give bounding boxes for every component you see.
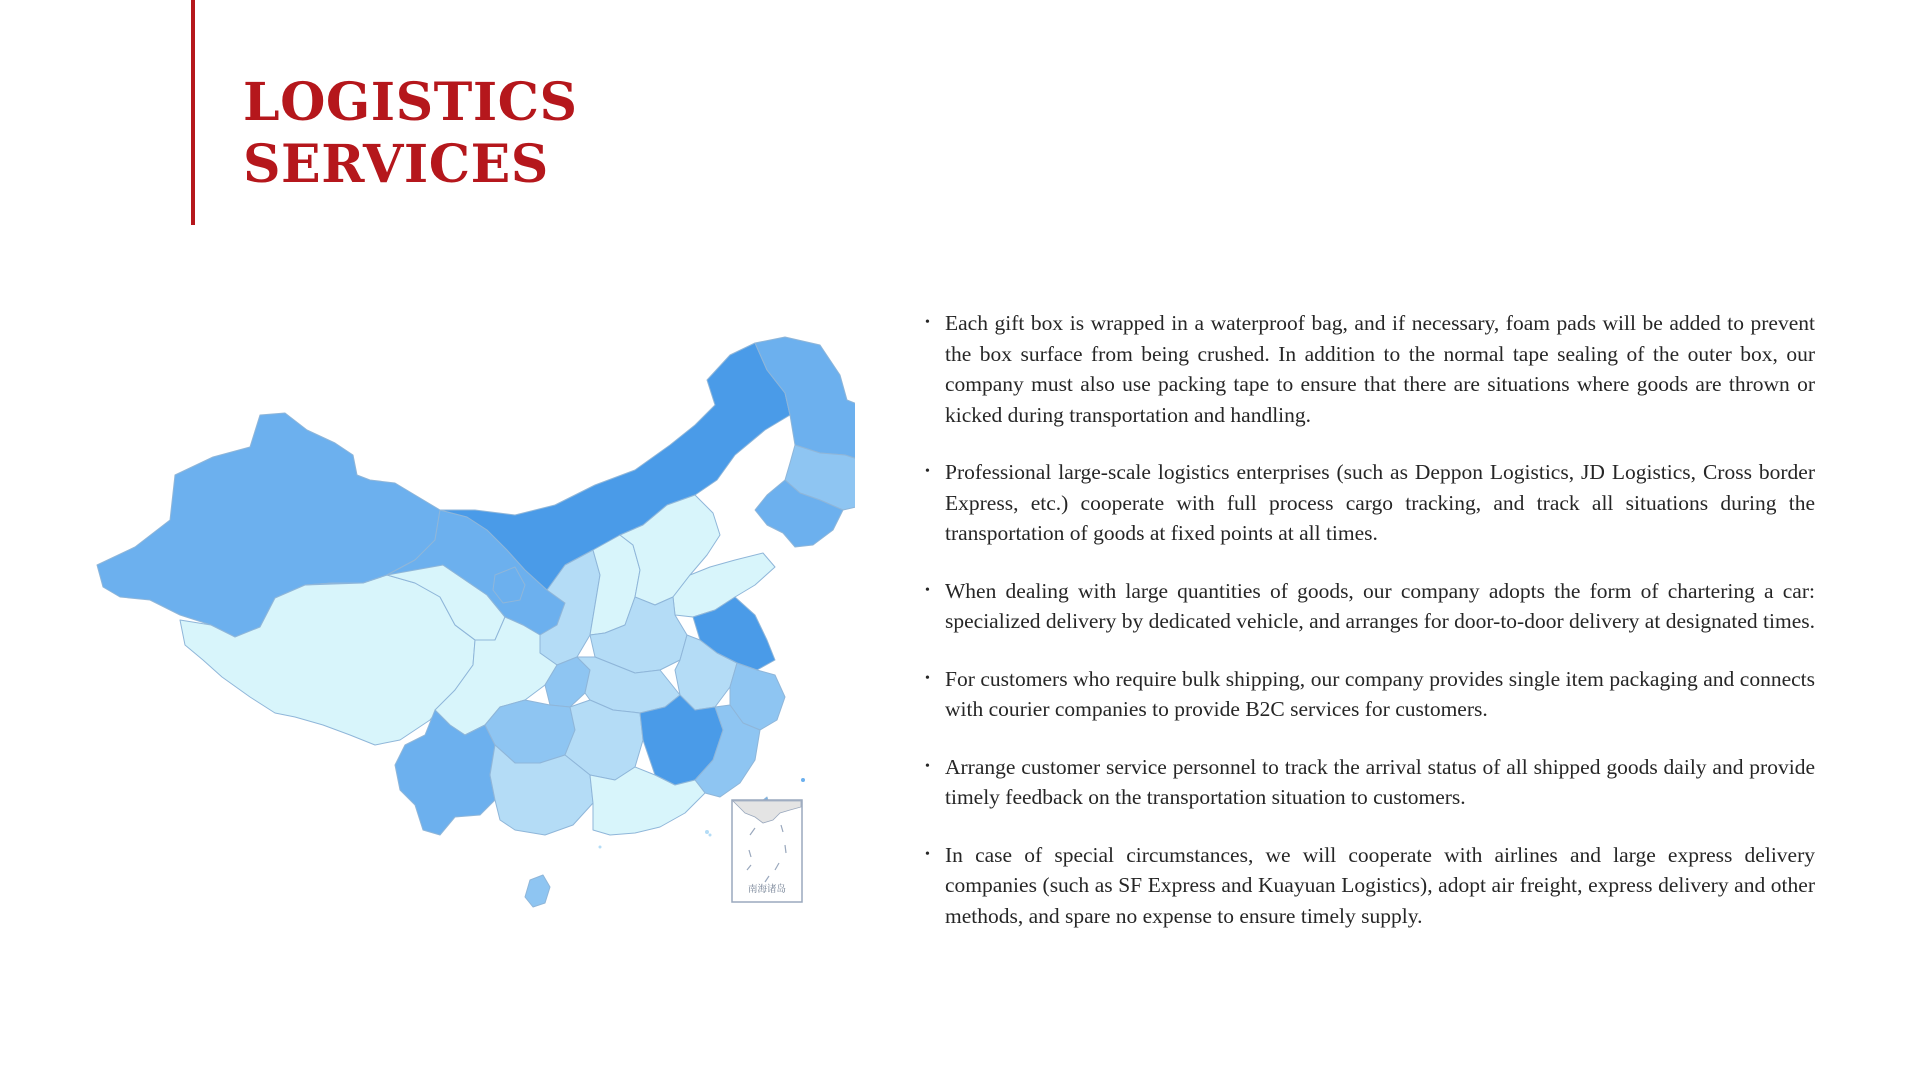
bullet-text: Professional large-scale logistics enterprises (such as Deppon Logistics, JD Logistics, Cross border Express, etc.) cooperate with full process cargo tracking, and track all situations during the transportation of goods at fixed points at all times. — [945, 460, 1815, 545]
title-line-2: SERVICES — [243, 134, 549, 195]
list-item — [925, 308, 1815, 430]
bullet-text: When dealing with large quantities of goods, our company adopts the form of chartering a car: specialized delivery by dedicated vehicle, and arranges for door-to-door delivery at designated times. — [945, 578, 1815, 633]
island-dot — [705, 830, 709, 834]
page-title — [243, 72, 578, 196]
bullet-icon: • — [925, 315, 930, 330]
title-accent-bar — [191, 0, 195, 225]
bullet-icon: • — [925, 846, 930, 862]
list-item — [925, 840, 1815, 932]
bullet-icon: • — [925, 670, 930, 686]
list-item — [925, 457, 1815, 549]
south-china-sea-inset — [732, 800, 802, 902]
bullet-text: Arrange customer service personnel to track the arrival status of all shipped goods daily and provide timely feedback on the transportation situation to customers. — [945, 754, 1815, 809]
bullet-text: Each gift box is wrapped in a waterproof bag, and if necessary, foam pads will be added to prevent the box surface from being crushed. In addition to the normal tape sealing of the outer box, our company must also use packing tape to ensure that there are situations where goods are thrown or kicked during transportation and handling. — [945, 311, 1815, 427]
list-item — [925, 664, 1815, 725]
bullet-icon: • — [925, 464, 930, 479]
bullet-text: In case of special circumstances, we will cooperate with airlines and large express delivery companies (such as SF Express and Kuayuan Logistics), adopt air freight, express delivery and other methods, and spare no expense to ensure timely supply. — [945, 842, 1815, 928]
bullet-list — [925, 308, 1815, 931]
bullet-icon: • — [925, 758, 930, 774]
bullet-icon: • — [925, 582, 930, 598]
island-dot — [599, 846, 602, 849]
list-item — [925, 752, 1815, 813]
inset-label: 南海诸岛 — [747, 884, 787, 895]
region-hainan — [525, 875, 550, 907]
china-map-svg — [95, 335, 855, 915]
china-map — [95, 335, 855, 915]
island-dot — [709, 834, 712, 837]
island-dot — [801, 778, 805, 782]
title-line-1: LOGISTICS — [243, 72, 578, 133]
list-item — [925, 576, 1815, 637]
bullet-text: For customers who require bulk shipping, our company provides single item packaging and connects with courier companies to provide B2C services for customers. — [945, 666, 1815, 721]
